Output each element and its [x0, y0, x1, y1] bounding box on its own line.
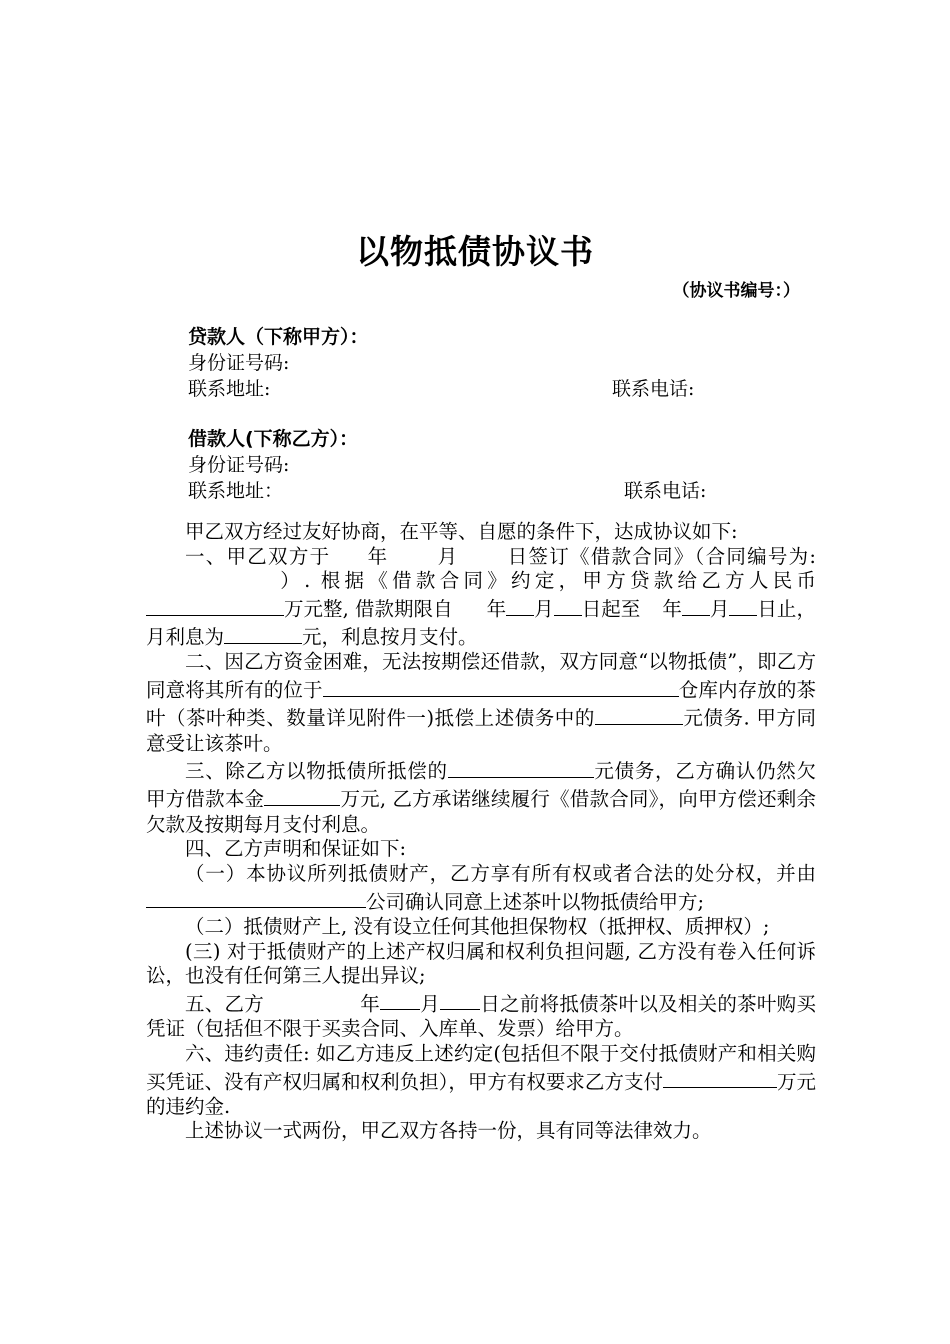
clause-4-1 — [146, 862, 816, 915]
amount-blank — [146, 594, 284, 615]
clause-5-text: 日之前将抵债茶叶以及相关的茶叶购买凭证（包括但不限于买卖合同、入库单、发票）给甲方。 — [146, 992, 816, 1041]
blank — [554, 594, 582, 615]
blank — [729, 594, 757, 615]
borrower-phone-label: 联系电话: — [624, 480, 707, 502]
clause-6-text: 万元的违约金. — [146, 1069, 816, 1118]
clause-5-month: 月 — [420, 992, 441, 1016]
clause-5-text: 五、乙方 — [185, 992, 265, 1016]
clause-4-1-text: 公司确认同意上述茶叶以物抵债给甲方; — [366, 890, 705, 914]
blank — [440, 989, 480, 1010]
clause-1-year: 年 — [486, 597, 507, 621]
blank — [682, 594, 710, 615]
agreement-number-label: （协议书编号：） — [672, 281, 800, 301]
clause-1-text: 万元整, 借款期限自 — [284, 597, 453, 621]
clause-2-text: 仓库内存放的茶叶（茶叶种类、数量详见附件一)抵偿上述债务中的 — [146, 678, 816, 730]
blank — [380, 989, 420, 1010]
clause-1-text: ）. 根据《借款合同》约定，甲方贷款给乙方人民币 — [276, 569, 816, 593]
lender-id-label: 身份证号码: — [188, 352, 290, 374]
amount-blank — [264, 784, 340, 805]
clause-6-text: 六、违约责任: 如乙方违反上述约定(包括但不限于交付抵债财产和相关购买凭证、没有产权归属和权利负担），甲方有权要求乙方支付 — [146, 1041, 816, 1093]
clause-4-text: 四、乙方声明和保证如下: — [185, 837, 407, 861]
document-title: 以物抵债协议书 — [356, 232, 594, 271]
clause-2-text: 元债务. 甲方同意受让该茶叶。 — [146, 706, 817, 755]
intro-text: 甲乙双方经过友好协商，在平等、自愿的条件下，达成协议如下: — [185, 520, 738, 543]
borrower-id-label: 身份证号码: — [188, 454, 290, 476]
interest-blank — [224, 622, 302, 643]
lender-phone-label: 联系电话: — [612, 378, 695, 400]
clause-5 — [146, 989, 816, 1042]
clause-3 — [146, 756, 816, 837]
amount-blank — [595, 703, 683, 724]
clause-4-3 — [146, 940, 816, 989]
clause-1-text: 一、甲乙双方于 — [185, 544, 331, 568]
clause-3-text: 万元, 乙方承诺继续履行《借款合同》，向甲方偿还剩余欠款及按期每月支付利息。 — [146, 787, 816, 836]
clause-1-month: 月 — [436, 544, 459, 568]
clause-1 — [146, 545, 816, 651]
clause-1-year: 年 — [662, 597, 682, 621]
clause-1-text: 日止，月利息为 — [146, 597, 816, 649]
blank — [506, 594, 534, 615]
borrower-address-label: 联系地址： — [188, 480, 284, 502]
company-blank — [146, 887, 366, 908]
clause-4 — [146, 837, 816, 862]
clause-1-year: 年 — [366, 544, 389, 568]
penalty-blank — [663, 1067, 777, 1088]
borrower-heading: 借款人(下称乙方）： — [188, 428, 359, 450]
clause-3-text: 三、除乙方以物抵债所抵偿的 — [185, 759, 448, 783]
lender-heading: 贷款人（下称甲方）： — [188, 326, 369, 348]
clause-2 — [146, 650, 816, 756]
clause-4-1-text: （一）本协议所列抵债财产，乙方享有所有权或者合法的处分权，并由 — [185, 861, 816, 885]
clause-4-2-text: （二）抵债财产上, 没有设立任何其他担保物权（抵押权、质押权）; — [185, 914, 770, 938]
closing-paragraph — [146, 1119, 816, 1144]
clause-1-month: 月 — [709, 597, 730, 621]
amount-blank — [448, 756, 594, 777]
location-blank — [323, 675, 649, 696]
lender-address-label: 联系地址: — [188, 378, 271, 400]
clause-1-text: 元，利息按月支付。 — [302, 625, 478, 649]
clause-1-text: 日起至 — [581, 597, 641, 621]
clause-4-2 — [146, 915, 816, 940]
closing-text: 上述协议一式两份，甲乙双方各持一份，具有同等法律效力。 — [185, 1119, 712, 1143]
clause-6 — [146, 1042, 816, 1120]
clause-1-month: 月 — [534, 597, 554, 621]
clause-5-year: 年 — [360, 992, 381, 1016]
clause-4-3-text: (三) 对于抵债财产的上述产权归属和权利负担问题, 乙方没有卷入任何诉讼，也没有任何第三人提出异议; — [146, 939, 816, 988]
location-blank — [649, 675, 679, 696]
clause-3-text: 元债务，乙方确认仍然欠甲方借款本金 — [146, 759, 816, 811]
agreement-body — [146, 520, 816, 1144]
clause-1-text: 日签订《借款合同》（合同编号为: — [506, 544, 816, 568]
clause-2-text: 二、因乙方资金困难，无法按期偿还借款，双方同意“以物抵债”，即乙方同意将其所有的位于 — [146, 650, 816, 702]
intro-paragraph — [146, 520, 816, 545]
